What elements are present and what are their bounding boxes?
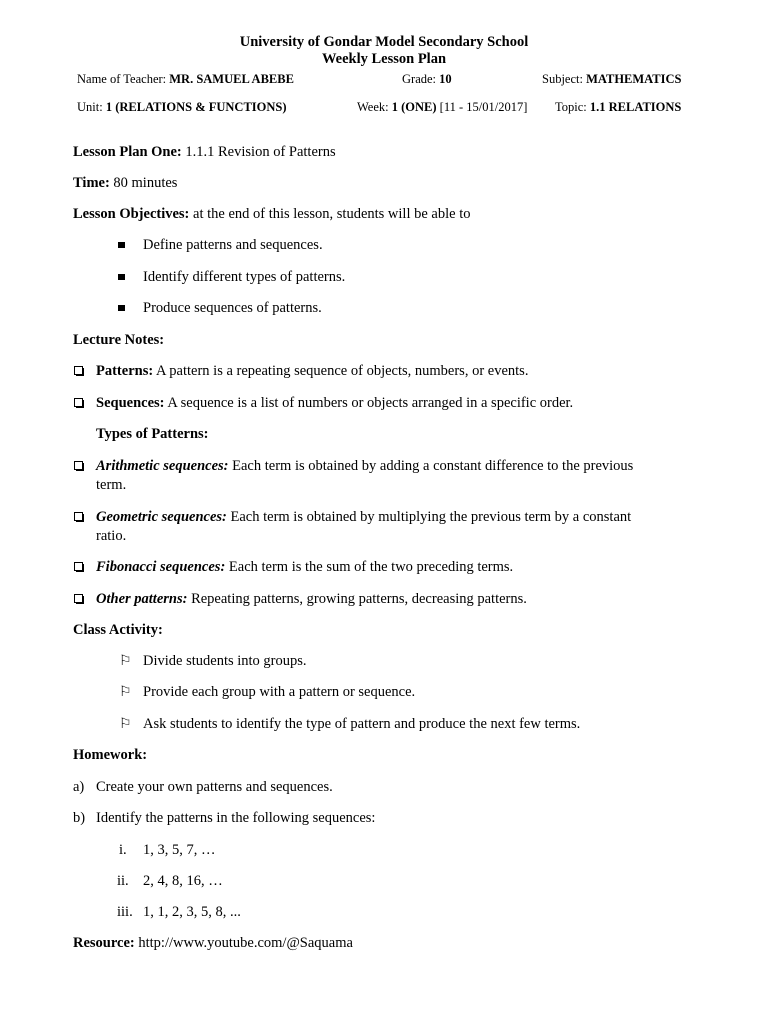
- fibonacci-definition: Each term is the sum of the two preceding terms.: [228, 559, 514, 575]
- subject-label: Subject:: [542, 72, 583, 86]
- lecture-notes-heading: Lecture Notes:: [73, 332, 165, 348]
- week-value: 1 (ONE): [391, 100, 437, 114]
- grade-value: 10: [439, 72, 452, 86]
- objectives-intro: at the end of this lesson, students will be able to: [193, 206, 471, 222]
- geometric-term: Geometric sequences:: [96, 509, 227, 525]
- fibonacci-note: [96, 558, 513, 577]
- plan-title: Weekly Lesson Plan: [321, 51, 447, 67]
- resource-line: [73, 934, 353, 953]
- week-dates: [11 - 15/01/2017]: [439, 100, 528, 114]
- homework-item-b: Identify the patterns in the following sequences:: [96, 810, 376, 826]
- homework-marker-b: b): [73, 810, 86, 826]
- objective-item: Produce sequences of patterns.: [143, 300, 322, 316]
- unit-field: [77, 100, 287, 115]
- fibonacci-term: Fibonacci sequences:: [96, 559, 226, 575]
- arithmetic-definition-cont: term.: [96, 477, 127, 493]
- arithmetic-definition: Each term is obtained by adding a constant difference to the previous: [232, 458, 634, 474]
- teacher-label: Name of Teacher:: [77, 72, 167, 86]
- unit-label: Unit:: [77, 100, 103, 114]
- lesson-plan-label: Lesson Plan One:: [73, 144, 182, 160]
- week-label: Week:: [357, 100, 389, 114]
- lesson-plan-line: [73, 143, 336, 162]
- topic-value: 1.1 RELATIONS: [589, 100, 682, 114]
- types-of-patterns-heading: Types of Patterns:: [96, 426, 209, 442]
- time-value: 80 minutes: [113, 175, 178, 191]
- sequence-marker: iii.: [117, 904, 133, 920]
- time-label: Time:: [73, 175, 110, 191]
- patterns-term: Patterns:: [96, 363, 154, 379]
- document-header: [0, 34, 768, 68]
- checkbox-bullet-icon: [74, 366, 83, 375]
- objective-item: Identify different types of patterns.: [143, 269, 346, 285]
- square-bullet-icon: [118, 274, 125, 280]
- arithmetic-term: Arithmetic sequences:: [96, 458, 229, 474]
- checkbox-bullet-icon: [74, 398, 83, 407]
- school-title: University of Gondar Model Secondary School: [239, 34, 529, 50]
- patterns-note: [96, 362, 528, 381]
- topic-label: Topic:: [555, 100, 587, 114]
- grade-label: Grade:: [402, 72, 437, 86]
- geometric-note: [96, 508, 696, 546]
- checkbox-bullet-icon: [74, 594, 83, 603]
- topic-field: [555, 100, 681, 115]
- other-patterns-definition: Repeating patterns, growing patterns, decreasing patterns.: [191, 591, 527, 607]
- subject-value: MATHEMATICS: [586, 72, 682, 86]
- unit-value: 1 (RELATIONS & FUNCTIONS): [105, 100, 287, 114]
- sequence-item: 1, 3, 5, 7, …: [143, 842, 216, 858]
- lesson-plan-value: 1.1.1 Revision of Patterns: [185, 144, 336, 160]
- teacher-value: MR. SAMUEL ABEBE: [169, 72, 294, 86]
- homework-item-a: Create your own patterns and sequences.: [96, 779, 333, 795]
- flag-bullet-icon: ⚐: [119, 654, 132, 669]
- week-field: [357, 100, 527, 115]
- sequence-item: 2, 4, 8, 16, …: [143, 873, 223, 889]
- resource-link[interactable]: http://www.youtube.com/@Saquama: [138, 935, 353, 951]
- square-bullet-icon: [118, 242, 125, 248]
- other-patterns-note: [96, 590, 527, 609]
- resource-label: Resource:: [73, 935, 135, 951]
- homework-marker-a: a): [73, 779, 85, 795]
- sequence-marker: ii.: [117, 873, 129, 889]
- grade-field: [402, 72, 452, 87]
- activity-item: Ask students to identify the type of pattern and produce the next few terms.: [143, 716, 581, 732]
- objectives-label: Lesson Objectives:: [73, 206, 190, 222]
- activity-item: Divide students into groups.: [143, 653, 307, 669]
- sequence-item: 1, 1, 2, 3, 5, 8, ...: [143, 904, 241, 920]
- checkbox-bullet-icon: [74, 512, 83, 521]
- square-bullet-icon: [118, 305, 125, 311]
- time-line: [73, 174, 177, 193]
- checkbox-bullet-icon: [74, 562, 83, 571]
- activity-item: Provide each group with a pattern or sequence.: [143, 684, 416, 700]
- subject-field: [542, 72, 681, 87]
- checkbox-bullet-icon: [74, 461, 83, 470]
- objective-item: Define patterns and sequences.: [143, 237, 323, 253]
- other-patterns-term: Other patterns:: [96, 591, 188, 607]
- arithmetic-note: [96, 457, 696, 495]
- geometric-definition: Each term is obtained by multiplying the previous term by a constant: [230, 509, 632, 525]
- class-activity-heading: Class Activity:: [73, 622, 163, 638]
- flag-bullet-icon: ⚐: [119, 717, 132, 732]
- sequences-note: [96, 394, 573, 413]
- objectives-line: [73, 205, 470, 224]
- geometric-definition-cont: ratio.: [96, 528, 127, 544]
- patterns-definition: A pattern is a repeating sequence of objects, numbers, or events.: [156, 363, 529, 379]
- sequence-marker: i.: [119, 842, 127, 858]
- sequences-term: Sequences:: [96, 395, 165, 411]
- teacher-field: [77, 72, 294, 87]
- flag-bullet-icon: ⚐: [119, 685, 132, 700]
- sequences-definition: A sequence is a list of numbers or objects arranged in a specific order.: [167, 395, 574, 411]
- homework-heading: Homework:: [73, 747, 148, 763]
